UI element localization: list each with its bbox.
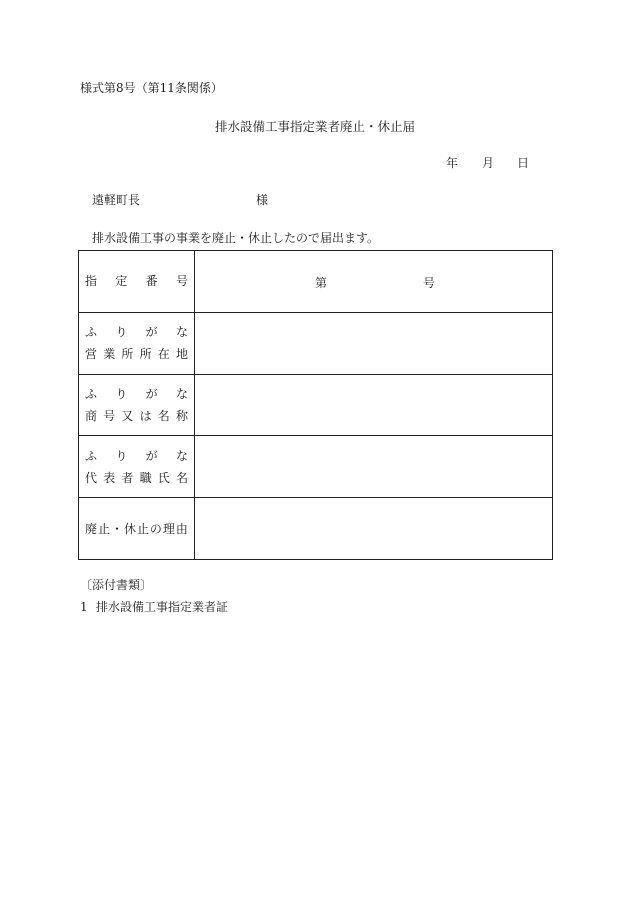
- label-char: 職: [139, 470, 152, 485]
- designation-number-field[interactable]: [195, 251, 553, 313]
- label-char: は: [139, 408, 152, 423]
- label-char: が: [145, 386, 158, 401]
- attachment-number: 1: [80, 600, 88, 614]
- label-char: ふ: [85, 448, 98, 463]
- form-table: [78, 250, 553, 560]
- reason-field[interactable]: [195, 498, 553, 560]
- row-office-address: [79, 312, 553, 374]
- label-char: 業: [103, 347, 116, 362]
- office-address-label: [79, 312, 195, 374]
- label-char: 名: [175, 470, 188, 485]
- label-char: 号: [103, 408, 116, 423]
- representative-label: [79, 436, 195, 498]
- number-prefix: 第: [315, 276, 328, 290]
- furigana-chars: [85, 445, 188, 467]
- label-char: 所: [139, 347, 152, 362]
- label-chars: [85, 343, 188, 365]
- label-char: が: [145, 325, 158, 340]
- furigana-chars: [85, 383, 188, 405]
- label-char: 地: [175, 347, 188, 362]
- addressee-honorific: 様: [256, 193, 269, 207]
- attachment-text: 排水設備工事指定業者証: [96, 600, 229, 614]
- label-chars: [85, 405, 188, 427]
- office-address-field[interactable]: [195, 312, 553, 374]
- date-day-label: 日: [517, 156, 530, 170]
- number-suffix: 号: [423, 276, 436, 290]
- date-month-label: 月: [482, 156, 495, 170]
- label-char: 廃: [85, 521, 98, 536]
- row-designation-number: [79, 251, 553, 313]
- label-char: ・: [110, 521, 123, 536]
- label-char: 代: [85, 470, 98, 485]
- label-char: 休: [123, 521, 136, 536]
- label-char: な: [175, 386, 188, 401]
- label-char: り: [115, 448, 128, 463]
- label-char: が: [145, 448, 158, 463]
- label-char: 指: [85, 274, 98, 289]
- label-char: り: [115, 386, 128, 401]
- label-char: ふ: [85, 325, 98, 340]
- label-char: な: [175, 448, 188, 463]
- label-char: 表: [103, 470, 116, 485]
- label-char: 称: [175, 408, 188, 423]
- label-char: な: [175, 325, 188, 340]
- label-char: 由: [175, 521, 188, 536]
- attachment-item: [80, 600, 228, 614]
- label-char: 所: [121, 347, 134, 362]
- label-char: 者: [121, 470, 134, 485]
- label-char: 番: [145, 274, 158, 289]
- label-char: り: [115, 325, 128, 340]
- label-char: 商: [85, 408, 98, 423]
- label-char: 定: [115, 274, 128, 289]
- label-char: ふ: [85, 386, 98, 401]
- label-char: の: [149, 521, 162, 536]
- business-name-field[interactable]: [195, 374, 553, 436]
- furigana-chars: [85, 321, 188, 343]
- representative-field[interactable]: [195, 436, 553, 498]
- label-chars: [85, 518, 188, 540]
- form-number: 様式第8号（第11条関係）: [80, 81, 223, 95]
- reason-label: [79, 498, 195, 560]
- document-title: 排水設備工事指定業者廃止・休止届: [214, 119, 415, 134]
- label-chars: [85, 467, 188, 489]
- label-char: 又: [121, 408, 134, 423]
- label-char: 氏: [157, 470, 170, 485]
- date-year-label: 年: [446, 156, 459, 170]
- label-char: 止: [97, 521, 110, 536]
- notification-statement: 排水設備工事の事業を廃止・休止したので届出ます。: [92, 231, 380, 245]
- row-reason: [79, 498, 553, 560]
- row-representative: [79, 436, 553, 498]
- label-chars: [85, 270, 188, 292]
- row-business-name: [79, 374, 553, 436]
- business-name-label: [79, 374, 195, 436]
- label-char: 号: [175, 274, 188, 289]
- label-char: 営: [85, 347, 98, 362]
- addressee-name: 遠軽町長: [92, 193, 141, 207]
- label-char: 止: [136, 521, 149, 536]
- label-char: 名: [157, 408, 170, 423]
- designation-number-label: [79, 251, 195, 313]
- label-char: 在: [157, 347, 170, 362]
- attachments-title: 〔添付書類〕: [80, 578, 153, 592]
- label-char: 理: [162, 521, 175, 536]
